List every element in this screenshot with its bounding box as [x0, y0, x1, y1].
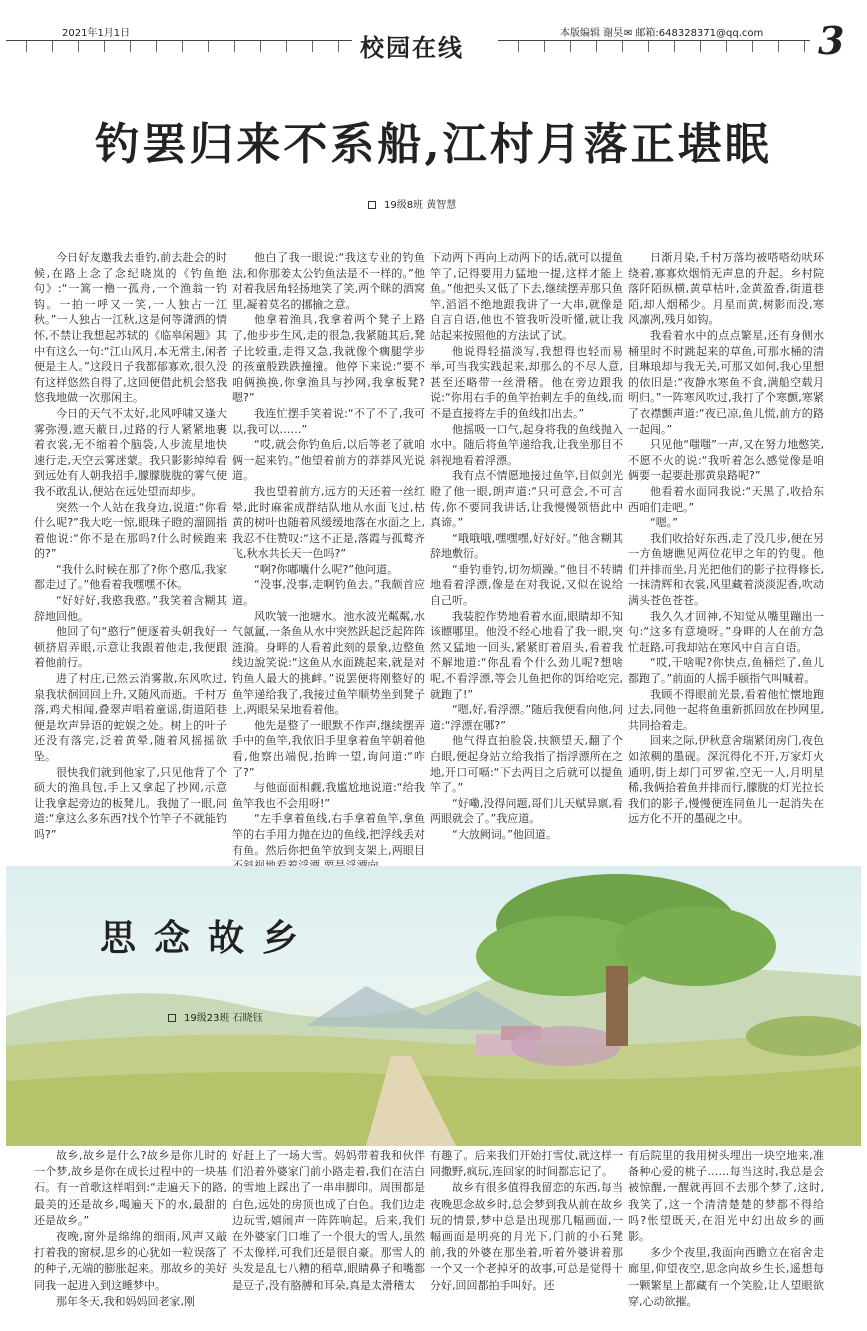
paragraph: 下动两下再向上动两下的话,就可以提鱼竿了,记得要用力猛地一提,这样才能上鱼。”他把头又低了下去,继续摆弄那只鱼竿,滔滔不绝地跟我讲了一大串,就像是自言自语,他也不管我听没听懂,就让我站起来按照他的方法试了试。: [430, 251, 623, 342]
paragraph: 他拿着渔具,我拿着两个凳子上路了,他步步生风,走的很急,我紧随其后,凳子比较重,走得又急,我就像个瘸腿学步的孩童般跌跌撞撞。他停下来说:“要不咱俩换换,你拿渔具与抄网,我拿板凳?嗯?”: [232, 313, 425, 405]
page-header: [0, 0, 867, 62]
paragraph: 夜晚,窗外是绵绵的细雨,风声又敲打着我的窗棂,思乡的心犹如一粒误落了的种子,无端的膨胀起来。那故乡的美好同我一起进入到这睡梦中。: [34, 1230, 227, 1292]
paragraph: “哎,就会你钓鱼后,以后等老了就咱俩一起来钓。”他望着前方的莽莽风光说道。: [232, 438, 425, 483]
paragraph: 有趣了。后来我们开始打雪仗,就这样一同撒野,疯玩,连回家的时间都忘记了。: [430, 1149, 623, 1179]
article1-column-3: [430, 250, 623, 843]
paragraph: 我连忙摆手笑着说:“不了不了,我可以,我可以……”: [232, 406, 425, 436]
editor-credit: 本版编辑 谢昊: [560, 28, 624, 39]
article2-byline: [168, 1009, 263, 1024]
article2-column-2: [232, 1148, 425, 1294]
issue-date: 2021年1月1日: [62, 28, 131, 39]
paragraph: “大放阙词。”他回道。: [452, 827, 557, 841]
paragraph: “好好好,我憨我憨。”我笑着含糊其辞地回他。: [34, 594, 227, 623]
paragraph: “没事,没事,走啊钓鱼去。”我颇首应道。: [232, 578, 425, 608]
paragraph: 我们收拾好东西,走了没几步,便在另一方鱼塘瞧见两位花甲之年的钓叟。他们并排而坐,月光把他们的影子拉得修长,一抹清辉和衣裳,风里藏着淡淡泥香,吹动满头苍色苍苍。: [628, 531, 824, 608]
paragraph: 很快我们就到他家了,只见他背了个硕大的渔具包,手上又拿起了抄网,示意让我拿起旁边的板凳儿。我抛了一眼,问道:“拿这么多东西?找个竹竿子不就能钓吗?”: [34, 765, 227, 841]
paragraph: 我看着水中的点点繁星,还有身侧水桶里时不时跳起来的草鱼,可那水桶的清目琳琅却与我无关,可那又如何,我心里想的依旧是:“夜静水寒鱼不食,满船空载月明归。”一阵寒风吹过,我打了个寒颤,寒紧了衣襟颤声道:“夜已凉,鱼儿慌,前方的路一起闯。”: [628, 328, 824, 436]
article1-column-2: [232, 250, 425, 874]
paragraph: “嗯。”: [650, 516, 678, 530]
page-number: 3: [818, 18, 845, 63]
paragraph: 他看着水面同我说:“天黑了,收拾东西咱们走吧。”: [628, 484, 824, 514]
section-title: 校园在线: [360, 34, 464, 62]
paragraph: “哎,干啥呢?你快点,鱼桶烂了,鱼儿都跑了。”前面的人摇手颐指气叫喊着。: [628, 656, 824, 686]
email-text: 邮箱:648328371@qq.com: [635, 28, 764, 39]
landscape-illustration-art: [6, 866, 861, 1146]
article2-column-3: [430, 1148, 623, 1294]
header-rule-left: [6, 40, 352, 52]
paragraph: 他摇吸一口气,起身将我的鱼线抛入水中。随后将鱼竿递给我,让我坐那目不斜视地看着浮漂。: [430, 422, 623, 467]
paragraph: 我久久才回神,不知觉从嘴里蹦出一句:“这多有意境呀。”身畔的人在前方急忙赶路,可我却站在寒风中自言自语。: [628, 609, 824, 654]
paragraph: 有后院里的我用树头埋出一块空地来,准备种心爱的桃子……每当这时,我总是会被惊醒,一醒就再回不去那个梦了,这时,我笑了,这一个清清楚楚的梦都不得给吗?怅望既天,在泪光中幻出故乡的画影。: [628, 1149, 824, 1244]
paragraph: 进了村庄,已然云消雾散,东风吹过,泉我状徊回回上升,又随风而逝。千村万落,鸡犬相闻,叠翠声唱着童谣,街道陌巷便是坎声异语的蛇娱之处。树上的叶子还没有落完,泛着黄晕,随着风摇摇欲坠。: [34, 672, 227, 763]
paragraph: 我顾不得眼前光景,看着他忙懐地跑过去,同他一起将鱼重新抓回放在抄网里,共同拾着走。: [628, 687, 824, 732]
byline-text: 19级23班 石晓钰: [184, 1013, 263, 1024]
square-bullet-icon: [368, 201, 376, 209]
paragraph: 他回了句“憨行”便逐着头朝我好一顿挤眉弄眼,示意让我跟着他走,我便跟着他前行。: [34, 625, 227, 670]
article-byline: [368, 196, 456, 211]
paragraph: “哦哦哦,嘿嘿嘿,好好好。”他含糊其辞地敷衍。: [430, 531, 623, 561]
article2-column-1: [34, 1148, 227, 1310]
paragraph: 突然一个人站在我身边,说道:“你看什么呢?”我大吃一惊,眼珠子瞪的溜圆指着他说:“你不是在那吗?什么时候跑来的?”: [34, 500, 227, 561]
article-headline: 钓罢归来不系船,江村月落正堪眠: [95, 119, 772, 170]
paragraph: 故乡,故乡是什么?故乡是你儿时的一个梦,故乡是你在成长过程中的一块基石。有一首歌这样唱到:“走遍天下的路,最美的还是故乡,喝遍天下的水,最甜的还是故乡。”: [34, 1149, 227, 1227]
paragraph: “好嘞,没得问题,哥们儿天赋异禀,看两眼就会了。”我应道。: [430, 796, 623, 826]
paragraph: 他先是整了一眼默不作声,继续摆弄手中的鱼竿,我依旧手里拿着鱼竿朝着他看,他察出端倪,抬眸一望,询问道:“咋了?”: [232, 718, 425, 779]
paragraph: 他说得轻描淡写,我想得也轻而易举,可当我实践起来,却那么的不尽人意,甚至还略带一丝滑稽。他在旁边跟我说:“你用右手的鱼竿抬刺左手的鱼线,而不是直接将左手的鱼线扣出去。”: [430, 344, 623, 420]
paragraph: 我装腔作势地看着水面,眼睛却不知该瞟哪里。他没不经心地看了我一眼,突然又猛地一回头,紧紧盯着眉头,看着我不解地道:“你乱看个什么劲儿呢?想啥呢,不看浮漂,等会儿鱼把你的饵给吃完,就跑了!”: [430, 609, 623, 701]
paragraph: 好赶上了一场大雪。妈妈带着我和伙伴们沿着外婆家门前小路走着,我们在洁白的雪地上踩出了一串串脚印。周围都是白色,远处的房顶也成了白色。我们边走边玩雪,嬉闹声一阵阵响起。后来,我们在外婆家门口堆了一个很大的雪人,虽然不太像样,可我们还是很自豪。那雪人的头发是乱七八糟的稻草,眼睛鼻子和嘴都是豆子,没有胳膊和耳朵,真是太滑稽太: [232, 1149, 425, 1292]
paragraph: “啊?你嘟囔什么呢?”他问道。: [254, 562, 399, 576]
landscape-illustration: [6, 866, 861, 1146]
envelope-icon: ✉: [624, 28, 633, 39]
article2-title: 思念故乡: [100, 917, 317, 959]
article1-column-1: [34, 250, 227, 843]
paragraph: 回来之际,伊秋意舍瑞紧闭房门,夜色如浓稠的墨砚。深沉得化不开,万家灯火通明,街上却门可罗雀,空无一人,月明星稀,我俩拾着鱼并排而行,朦胧的灯光拉长我们的影子,慢慢便连同鱼儿一起消失在远方化不开的墨砚之中。: [628, 734, 824, 826]
paragraph: 故乡有很多值得我留恋的东西,每当夜晚思念故乡时,总会梦到我从前在故乡玩的情景,梦中总是出现那几幅画面,一幅画面是明亮的月光下,门前的小石凳前,我的外婆在那坐着,听着外婆讲着那一个又一个老掉牙的故事,可总是觉得十分好,回回都拍手叫好。还: [430, 1181, 623, 1292]
paragraph: 多少个夜里,我面向西瞻立在宿舍走廊里,仰望夜空,思念向故乡生长,遥想每一颗繁星上都藏有一个笑脸,让人望眼欲穿,心动欲摧。: [628, 1246, 824, 1308]
editor-email: [624, 24, 763, 39]
paragraph: 我也望着前方,远方的天还着一丝红晕,此时麻雀成群结队地从水面飞过,枯黄的树叶也随着风缓缓地落在水面之上,我忍不住赞叹:“这不正是,落霞与孤鹜齐飞,秋水共长天一色吗?”: [232, 484, 425, 561]
header-rule-right: [498, 40, 810, 52]
paragraph: 他白了我一眼说:“我这专业的钓鱼法,和你那姜太公钓鱼法是不一样的。”他对着我居角轻扬地笑了笑,两个眯的酒窝里,凝着莫名的挪揄之意。: [232, 251, 425, 311]
paragraph: 日渐月染,千村万落均被嗒嗒幼吠环绕着,寡寡炊烟悄无声息的升起。乡村院落阡陌纵横,黄草枯叶,金黄盈香,街道巷陌,却人烟稀少。月星而黄,树影而没,寒风凛冽,残月如钩。: [628, 251, 824, 327]
article2-column-4: [628, 1148, 824, 1310]
square-bullet-icon: [168, 1014, 176, 1022]
paragraph: 与他面面相觑,我尴尬地说道:“给我鱼竿我也不会用呀!”: [232, 781, 425, 810]
paragraph: “嗯,好,看浮漂。”随后我便看向他,问道:“浮漂在哪?”: [430, 703, 623, 732]
paragraph: 风吹皱一池塘水。池水波光粼粼,水气氤氲,一条鱼从水中突然跃起泛起阵阵涟漪。身畔的人看着此刻的景象,边整鱼线边說笑说:“这鱼从水面跳起来,就是对钓鱼人最大的挑衅。”说罢便将刚整好的鱼竿递给我了,我接过鱼竿顺势坐到凳子上,两眼呆呆地看着他。: [232, 609, 425, 717]
byline-text: 19级8班 黄智慧: [384, 200, 457, 211]
paragraph: “垂钓垂钓,切勿烦躁。”他目不转睛地看着浮漂,像是在对我说,又似在说给自己听。: [430, 562, 623, 608]
paragraph: 那年冬天,我和妈妈回老家,刚: [56, 1294, 195, 1308]
paragraph: 今日的天气不太好,北风呼啸又逢大雾弥漫,遮天蔽日,过路的行人紧紧地裹着衣裳,无不缩着个脑袋,人步流星地快速行走,天空云雾迷蒙。我只影影绰绰看到远处有人朝我招手,朦朦胧胧的雾气使我不敢乱认,便站在远处望而却步。: [34, 406, 227, 498]
paragraph: 只见他“嗤嗤”一声,又在努力地憋笑,不愿不火的说:“我听着怎么感觉像是咱俩要一起要赴那黄泉路呢?”: [628, 438, 824, 483]
paragraph: 今日好友邀我去垂钓,前去赴会的时候,在路上念了念纪晓岚的《钓鱼绝句》:“一篙一橹一孤舟,一个渔翁一钓钩。一拍一呼又一笑,一人独占一江秋。”一人独占一江秋,这是何等潇洒的情怀,不禁让我想起苏轼的《临皋闲题》其中有这么一句:“江山风月,本无常主,闲者便是主人。”这段日子我都郁寡欢,很久没有这样悠然自得了,这回便借此机会悠我悠我地做一次那闲主。: [34, 251, 227, 405]
paragraph: “左手拿着鱼线,右手拿着鱼竿,拿鱼竿的右手用力抛在边的鱼线,把浮线丢对有鱼。然后你把鱼竿放到支架上,两眼目: [232, 812, 425, 857]
paragraph: “我什么时候在那了?你个憨瓜,我家都走过了。”他看着我嘿嘿不休。: [34, 562, 227, 592]
paragraph: 我有点不情愿地接过鱼竿,目似剑光瞪了他一眼,朗声道:“只可意会,不可言传,你不要同我讲话,让我慢慢领悟此中真谛。”: [430, 469, 623, 530]
paragraph: 他气得直拍脸袋,扶额望天,翻了个白眼,便起身站立给我指了指浮漂所在之地,开口可嗝:“下去两目之后就可以提鱼竿了。”: [430, 734, 623, 795]
article1-column-4: [628, 250, 824, 827]
